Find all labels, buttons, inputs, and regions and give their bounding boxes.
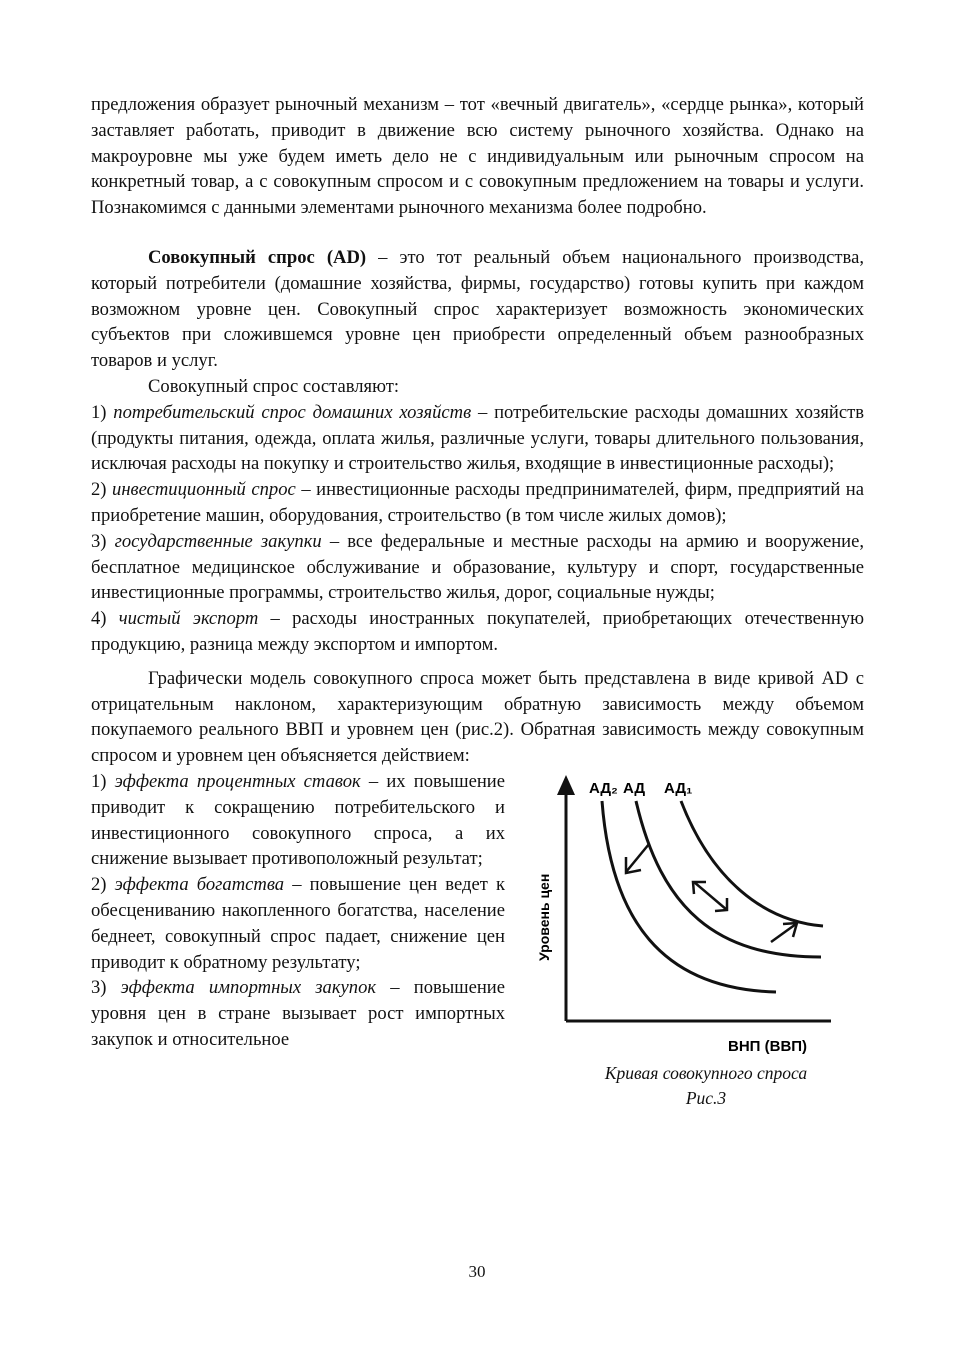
component-term: потребительский спрос домашних хозяйств — [113, 401, 472, 423]
figure-caption-title: Кривая совокупного спроса — [604, 1062, 808, 1083]
intro-paragraph: предложения образует рыночный механизм – тот «вечный двигатель», «сердце рынка», который заставляет работать, приводит в движение всю систему рыночного хозяйства. Однако на макроуровне мы уже будем иметь дело не с индивидуальным или рыночным спросом на конкретный товар, а с совокупным спросом и с совокупным предложением на товары и услуги. Познакомимся с данными элементами рыночного механизма более подробно. — [91, 94, 864, 219]
effect-item: 3) эффекта импортных закупок – повышение уровня цен в стране вызывает рост импортных закупок и относительное — [91, 977, 505, 1050]
effect-item: 2) эффекта богатства – повышение цен ведет к обесцениванию накопленного богатства, население беднеет, совокупный спрос падает, снижение цен приводит к обратному результату; — [91, 874, 505, 973]
component-item: 3) государственные закупки – все федеральные и местные расходы на армию и вооружение, бесплатное медицинское обслуживание и образование, культуру и спорт, государственные инвестиционные программы, строительство жилья, дорог, социальные нужды; — [91, 530, 864, 604]
effects-list — [91, 769, 505, 1053]
page-content — [91, 92, 864, 1129]
shift-left-arrow — [626, 844, 649, 872]
component-term: инвестиционный спрос — [112, 479, 296, 501]
y-axis-label: Уровень цен — [536, 873, 552, 961]
curve-label-ad2: АД₂ — [589, 779, 618, 797]
component-term: государственные закупки — [114, 530, 322, 552]
shift-right-arrow — [771, 924, 796, 942]
curve-label-ad1: АД₁ — [664, 779, 693, 797]
graph-paragraph: Графически модель совокупного спроса может быть представлена в виде кривой AD с отрицательным наклоном, характеризующим обратную зависимость между объемом покупаемого реального ВВП и уровнем цен (рис.2). Обратная зависимость между совокупным спросом и уровнем цен объясняется действием: — [91, 667, 864, 767]
definition-text: – это тот реальный объем национального производства, который потребители (домашние хозяйства, фирмы, государство) готовы купить при каждом возможном уровне цен. Совокупный спрос характеризует возможность экономических субъектов при сложившемся уровне цен приобрести определенный объем разнообразных товаров и услуг. — [91, 246, 864, 372]
definition-term: Совокупный спрос (AD) — [148, 246, 367, 268]
component-item: 2) инвестиционный спрос – инвестиционные расходы предпринимателей, фирм, предприятий на приобретение машин, оборудования, строительство (в том числе жилых домов); — [91, 479, 865, 526]
page-number: 30 — [468, 1262, 486, 1281]
effects-and-figure — [91, 769, 864, 1129]
components-intro: Совокупный спрос составляют: — [148, 375, 400, 397]
effect-term: эффекта богатства — [114, 874, 285, 896]
component-item: 1) потребительский спрос домашних хозяйств – потребительские расходы домашних хозяйств (продукты питания, одежда, оплата жилья, различные услуги, товары длительного пользования, исключая расходы на покупку и строительство жилья, входящие в инвестиционные расходы); — [91, 401, 864, 475]
aggregate-demand-figure — [531, 769, 831, 1114]
effect-item: 1) эффекта процентных ставок – их повышение приводит к сокращению потребительского и инвестиционного совокупного спроса, а их снижение вызывает противоположный результат; — [91, 770, 505, 870]
effect-term: эффекта процентных ставок — [114, 770, 361, 792]
movement-along-arrow — [694, 882, 727, 910]
component-item: 4) чистый экспорт – расходы иностранных покупателей, приобретающих отечественную продукцию, разница между экспортом и импортом. — [91, 608, 865, 655]
aggregate-demand-graph — [531, 769, 831, 1059]
y-axis-arrow-icon — [557, 775, 575, 795]
curve-label-ad: АД — [623, 779, 646, 797]
component-term: чистый экспорт — [118, 608, 259, 630]
x-axis-label: ВНП (ВВП) — [728, 1037, 808, 1055]
effect-term: эффекта импортных закупок — [120, 977, 377, 999]
definition-paragraph — [91, 245, 864, 374]
figure-caption — [531, 1061, 881, 1111]
curve-ad1 — [681, 801, 823, 926]
figure-number: Рис.3 — [685, 1087, 727, 1108]
